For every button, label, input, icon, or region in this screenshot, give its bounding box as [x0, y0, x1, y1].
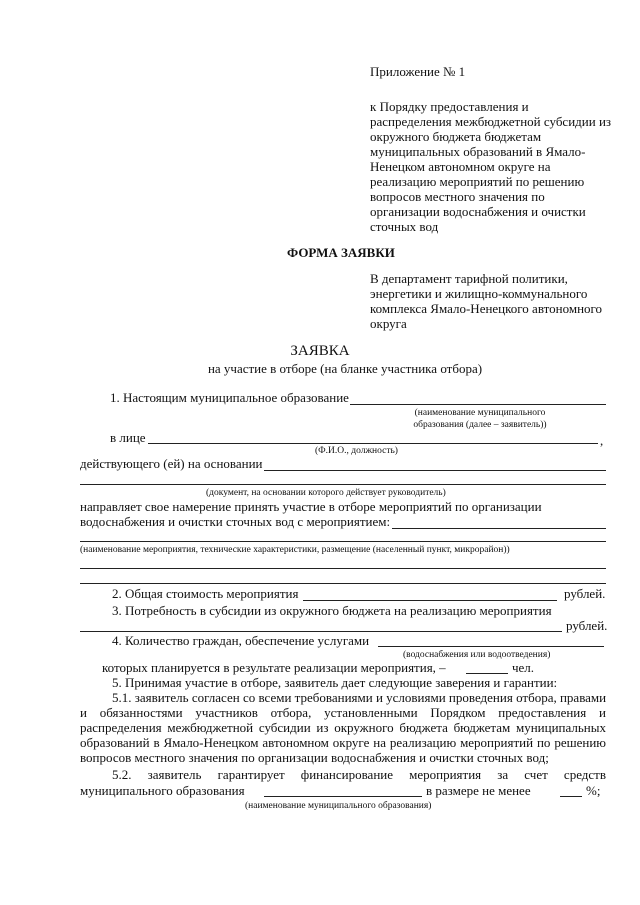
- p51-line: и обязанностями участников отбора, установленными Порядком предоставления и: [80, 705, 606, 720]
- form-title: ФОРМА ЗАЯВКИ: [287, 245, 395, 260]
- citizens-count-line[interactable]: [466, 673, 508, 674]
- item1-sends-line-2: водоснабжения и очистки сточных вод с мероприятием:: [80, 514, 391, 529]
- item3-label: 3. Потребность в субсидии из окружного бюджета на реализацию мероприятия: [112, 603, 552, 618]
- item3-unit: рублей.: [566, 618, 608, 633]
- subsidy-need-line[interactable]: [80, 631, 562, 632]
- hint-service: (водоснабжения или водоотведения): [403, 650, 551, 660]
- hint-person: (Ф.И.О., должность): [315, 446, 398, 456]
- addressee-line: округа: [370, 316, 407, 331]
- service-type-line[interactable]: [378, 646, 604, 647]
- addressee-line: В департамент тарифной политики,: [370, 271, 568, 286]
- application-title: ЗАЯВКА: [290, 343, 350, 359]
- appendix-line: организации водоснабжения и очистки: [370, 204, 586, 219]
- item1-label: 1. Настоящим муниципальное образование: [110, 390, 349, 405]
- application-subtitle: на участие в отборе (на бланке участника отбора): [207, 361, 483, 376]
- appendix-line: к Порядку предоставления и: [370, 99, 529, 114]
- event-line-2[interactable]: [80, 541, 606, 542]
- appendix-title: Приложение № 1: [370, 64, 466, 79]
- percent-line[interactable]: [560, 796, 582, 797]
- item2-label: 2. Общая стоимость мероприятия: [112, 586, 299, 601]
- hint-municipality: (наименование муниципального: [414, 408, 546, 418]
- basis-document-line[interactable]: [264, 470, 606, 471]
- item1-in-person: в лице: [110, 430, 146, 445]
- item4-unit: чел.: [512, 660, 535, 675]
- p51-line: 5.1. заявитель согласен со всеми требованиями и условиями проведения отбора, правами: [112, 690, 607, 705]
- item2-unit: рублей.: [564, 586, 606, 601]
- event-line-4[interactable]: [80, 583, 606, 584]
- p51-line: образований в Ямало-Ненецком автономном округе на реализацию мероприятий по решению: [80, 735, 606, 750]
- appendix-line: муниципальных образований в Ямало-: [370, 144, 586, 159]
- item1-acting: действующего (ей) на основании: [80, 456, 263, 471]
- appendix-line: вопросов местного значения по: [370, 189, 545, 204]
- hint-document: (документ, на основании которого действует руководитель): [206, 488, 446, 498]
- municipality-funding-line[interactable]: [264, 796, 422, 797]
- p52-pct: %;: [586, 783, 601, 798]
- basis-document-line-2[interactable]: [80, 484, 606, 485]
- addressee-line: энергетики и жилищно-коммунального: [370, 286, 588, 301]
- comma: ,: [600, 433, 604, 448]
- p52-min: в размере не менее: [426, 783, 531, 798]
- item1-sends-line-1: направляет свое намерение принять участие в отборе мероприятий по организации: [80, 499, 542, 514]
- p51-line: вопросов местного значения по организации водоснабжения и очистки сточных вод;: [80, 750, 549, 765]
- event-line-1[interactable]: [392, 528, 606, 529]
- addressee-line: комплекса Ямало-Ненецкого автономного: [370, 301, 603, 316]
- total-cost-line[interactable]: [303, 600, 557, 601]
- representative-line[interactable]: [148, 443, 598, 444]
- item4-cont: которых планируется в результате реализации мероприятия, –: [102, 660, 446, 675]
- p52-line-1: 5.2. заявитель гарантирует финансирование мероприятия за счет средств: [112, 767, 606, 782]
- item4-label: 4. Количество граждан, обеспечение услугами: [112, 633, 370, 648]
- event-line-3[interactable]: [80, 568, 606, 569]
- appendix-line: распределения межбюджетной субсидии из: [370, 114, 612, 129]
- item5-label: 5. Принимая участие в отборе, заявитель дает следующие заверения и гарантии:: [112, 675, 558, 690]
- appendix-line: окружного бюджета бюджетам: [370, 129, 542, 144]
- appendix-line: реализацию мероприятий по решению: [370, 174, 585, 189]
- appendix-line: сточных вод: [370, 219, 439, 234]
- hint-municipality-2: образования (далее – заявитель)): [413, 420, 547, 430]
- hint-event: (наименование мероприятия, технические характеристики, размещение (населенный пункт, микрорайон)): [80, 545, 510, 555]
- appendix-line: Ненецком автономном округе на: [370, 159, 551, 174]
- p52-mo: муниципального образования: [80, 783, 245, 798]
- municipality-name-line[interactable]: [350, 404, 606, 405]
- hint-municipality-funding: (наименование муниципального образования): [245, 801, 432, 811]
- p51-line: распределения межбюджетной субсидии из окружного бюджета бюджетам муниципальных: [80, 720, 606, 735]
